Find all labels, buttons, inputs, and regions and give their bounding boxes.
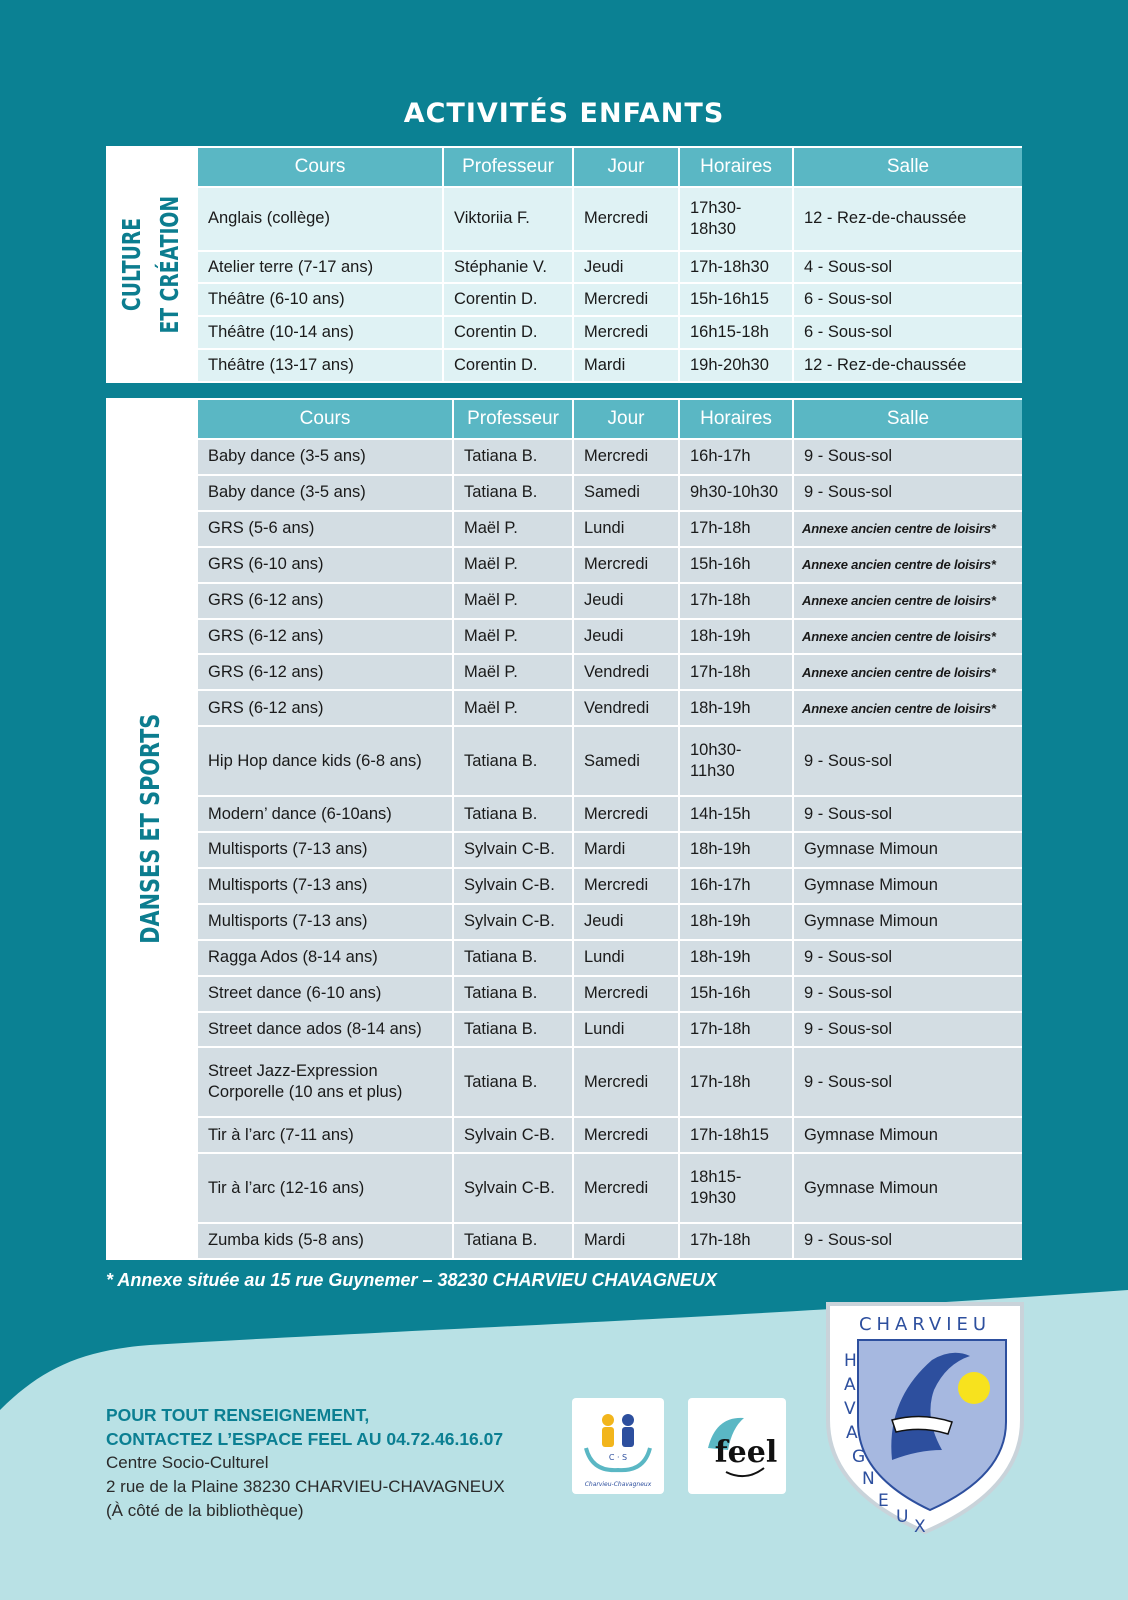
table-cell: Corentin D. xyxy=(444,350,572,381)
table-cell: Annexe ancien centre de loisirs* xyxy=(794,512,1022,546)
table-cell: Samedi xyxy=(574,727,678,795)
table-cell: Gymnase Mimoun xyxy=(794,905,1022,939)
table-cell: Mercredi xyxy=(574,548,678,582)
table-cell: 18h-19h xyxy=(680,905,792,939)
table-cell: 17h-18h xyxy=(680,584,792,618)
column-header: Salle xyxy=(794,148,1022,186)
column-header: Horaires xyxy=(680,148,792,186)
column-header: Salle xyxy=(794,400,1022,438)
table-cell: 9 - Sous-sol xyxy=(794,1048,1022,1116)
table-cell: Anglais (collège) xyxy=(198,188,442,250)
table-cell: Jeudi xyxy=(574,905,678,939)
table-cell: Théâtre (10-14 ans) xyxy=(198,317,442,348)
contact-line-1: POUR TOUT RENSEIGNEMENT, xyxy=(106,1405,370,1425)
table-cell: GRS (6-12 ans) xyxy=(198,584,452,618)
crest-side-text: H A V A G NEU X xyxy=(844,1351,926,1536)
table-cell: Jeudi xyxy=(574,252,678,283)
table-cell: 17h-18h xyxy=(680,1048,792,1116)
table-cell: Baby dance (3-5 ans) xyxy=(198,476,452,510)
culture-creation-table xyxy=(196,146,1024,383)
column-header: Jour xyxy=(574,400,678,438)
table-cell: Lundi xyxy=(574,1013,678,1047)
column-header: Jour xyxy=(574,148,678,186)
table-cell: Viktoriia F. xyxy=(444,188,572,250)
table-cell: 17h-18h15 xyxy=(680,1118,792,1152)
table-cell: GRS (6-12 ans) xyxy=(198,691,452,725)
table-cell: Tatiana B. xyxy=(454,797,572,831)
table-cell: Mercredi xyxy=(574,1118,678,1152)
table-cell: 10h30-11h30 xyxy=(680,727,792,795)
contact-block xyxy=(106,1403,505,1523)
table-cell: Lundi xyxy=(574,941,678,975)
table-cell: 4 - Sous-sol xyxy=(794,252,1022,283)
table-cell: 9 - Sous-sol xyxy=(794,1013,1022,1047)
table-cell: 15h-16h xyxy=(680,548,792,582)
table-cell: GRS (6-12 ans) xyxy=(198,655,452,689)
contact-line-5: (À côté de la bibliothèque) xyxy=(106,1501,304,1520)
danses-sports-section xyxy=(106,398,1022,1260)
table-cell: Mercredi xyxy=(574,869,678,903)
table-cell: Tatiana B. xyxy=(454,727,572,795)
table-cell: GRS (6-10 ans) xyxy=(198,548,452,582)
table-row xyxy=(198,1013,1022,1047)
table-cell: Annexe ancien centre de loisirs* xyxy=(794,548,1022,582)
table-cell: Street Jazz-Expression Corporelle (10 ans et plus) xyxy=(198,1048,452,1116)
table-row xyxy=(198,284,1022,315)
table-row xyxy=(198,252,1022,283)
table-cell: 19h-20h30 xyxy=(680,350,792,381)
column-header: Cours xyxy=(198,148,442,186)
table-cell: Vendredi xyxy=(574,655,678,689)
table-cell: 18h-19h xyxy=(680,691,792,725)
table-cell: 12 - Rez-de-chaussée xyxy=(794,350,1022,381)
contact-line-2: CONTACTEZ L’ESPACE FEEL AU 04.72.46.16.07 xyxy=(106,1429,504,1449)
section-label-culture-text: CULTURE ET CRÉATION xyxy=(117,195,184,334)
table-cell: 15h-16h15 xyxy=(680,284,792,315)
table-row xyxy=(198,317,1022,348)
table-row xyxy=(198,1224,1022,1258)
table-cell: Mercredi xyxy=(574,977,678,1011)
contact-line-3: Centre Socio-Culturel xyxy=(106,1453,269,1472)
table-cell: Mercredi xyxy=(574,188,678,250)
table-row xyxy=(198,1118,1022,1152)
ccs-logo xyxy=(572,1398,664,1494)
table-cell: Annexe ancien centre de loisirs* xyxy=(794,655,1022,689)
crest-top-text: CHARVIEU xyxy=(858,1314,992,1335)
table-cell: Jeudi xyxy=(574,584,678,618)
contact-line-4: 2 rue de la Plaine 38230 CHARVIEU-CHAVAGNEUX xyxy=(106,1477,505,1496)
table-cell: Corentin D. xyxy=(444,284,572,315)
table-cell: Maël P. xyxy=(454,512,572,546)
column-header: Professeur xyxy=(444,148,572,186)
column-header: Horaires xyxy=(680,400,792,438)
charvieu-chavagneux-crest xyxy=(822,1300,1028,1536)
table-cell: 16h-17h xyxy=(680,869,792,903)
table-cell: 17h-18h xyxy=(680,655,792,689)
table-cell: Mercredi xyxy=(574,317,678,348)
table-cell: 6 - Sous-sol xyxy=(794,284,1022,315)
table-cell: Multisports (7-13 ans) xyxy=(198,869,452,903)
table-row xyxy=(198,476,1022,510)
table-row xyxy=(198,727,1022,795)
table-row xyxy=(198,188,1022,250)
ccs-caption: Charvieu-Chavagneux xyxy=(584,1481,652,1488)
table-cell: Maël P. xyxy=(454,691,572,725)
footnote: * Annexe située au 15 rue Guynemer – 38230 CHARVIEU CHAVAGNEUX xyxy=(106,1270,717,1290)
table-cell: Ragga Ados (8-14 ans) xyxy=(198,941,452,975)
table-cell: 15h-16h xyxy=(680,977,792,1011)
table-cell: 17h-18h xyxy=(680,1224,792,1258)
table-cell: Gymnase Mimoun xyxy=(794,1118,1022,1152)
table-cell: Mercredi xyxy=(574,440,678,474)
table-row xyxy=(198,977,1022,1011)
table-row xyxy=(198,869,1022,903)
table-cell: 17h-18h xyxy=(680,512,792,546)
table-cell: Maël P. xyxy=(454,548,572,582)
culture-creation-section xyxy=(106,146,1022,383)
table-cell: 9 - Sous-sol xyxy=(794,1224,1022,1258)
table-cell: Samedi xyxy=(574,476,678,510)
table-cell: 18h-19h xyxy=(680,833,792,867)
column-header: Professeur xyxy=(454,400,572,438)
table-cell: 17h-18h xyxy=(680,1013,792,1047)
table-row xyxy=(198,655,1022,689)
table-cell: Tatiana B. xyxy=(454,1013,572,1047)
table-row xyxy=(198,833,1022,867)
table-cell: Théâtre (13-17 ans) xyxy=(198,350,442,381)
table-row xyxy=(198,584,1022,618)
table-cell: Annexe ancien centre de loisirs* xyxy=(794,620,1022,654)
table-cell: Multisports (7-13 ans) xyxy=(198,833,452,867)
table-row xyxy=(198,620,1022,654)
table-cell: Tatiana B. xyxy=(454,476,572,510)
table-cell: Maël P. xyxy=(454,655,572,689)
section-label-sports xyxy=(106,398,196,1260)
table-cell: Maël P. xyxy=(454,584,572,618)
table-cell: GRS (6-12 ans) xyxy=(198,620,452,654)
danses-sports-table xyxy=(196,398,1024,1260)
table-cell: Street dance (6-10 ans) xyxy=(198,977,452,1011)
table-row xyxy=(198,440,1022,474)
table-cell: Zumba kids (5-8 ans) xyxy=(198,1224,452,1258)
table-cell: Mercredi xyxy=(574,797,678,831)
table-cell: Théâtre (6-10 ans) xyxy=(198,284,442,315)
svg-text:C · S: C · S xyxy=(608,1453,628,1462)
column-header: Cours xyxy=(198,400,452,438)
table-cell: Mardi xyxy=(574,350,678,381)
section-label-sports-text: DANSES ET SPORTS xyxy=(136,713,166,944)
table-row xyxy=(198,1048,1022,1116)
table-cell: Tatiana B. xyxy=(454,1048,572,1116)
table-cell: 9 - Sous-sol xyxy=(794,476,1022,510)
table-cell: Sylvain C-B. xyxy=(454,833,572,867)
feel-dolphin-icon xyxy=(688,1398,786,1494)
table-cell: Hip Hop dance kids (6-8 ans) xyxy=(198,727,452,795)
table-cell: 16h-17h xyxy=(680,440,792,474)
table-cell: Tatiana B. xyxy=(454,440,572,474)
table-cell: Mercredi xyxy=(574,1154,678,1222)
table-cell: 9 - Sous-sol xyxy=(794,727,1022,795)
table-cell: Mardi xyxy=(574,833,678,867)
table-cell: Gymnase Mimoun xyxy=(794,833,1022,867)
table-cell: Gymnase Mimoun xyxy=(794,869,1022,903)
people-hands-icon xyxy=(572,1398,664,1494)
table-cell: 18h15-19h30 xyxy=(680,1154,792,1222)
table-cell: Jeudi xyxy=(574,620,678,654)
table-cell: Sylvain C-B. xyxy=(454,1118,572,1152)
table-cell: Lundi xyxy=(574,512,678,546)
table-cell: Sylvain C-B. xyxy=(454,905,572,939)
table-cell: Maël P. xyxy=(454,620,572,654)
table-row xyxy=(198,941,1022,975)
table-cell: Stéphanie V. xyxy=(444,252,572,283)
table-cell: Atelier terre (7-17 ans) xyxy=(198,252,442,283)
feel-logo xyxy=(688,1398,786,1494)
table-cell: 9 - Sous-sol xyxy=(794,941,1022,975)
section-label-culture xyxy=(106,146,196,383)
table-row xyxy=(198,905,1022,939)
table-header-row xyxy=(198,148,1022,186)
table-cell: Mardi xyxy=(574,1224,678,1258)
table-cell: Gymnase Mimoun xyxy=(794,1154,1022,1222)
table-cell: Vendredi xyxy=(574,691,678,725)
table-row xyxy=(198,1154,1022,1222)
table-cell: Multisports (7-13 ans) xyxy=(198,905,452,939)
table-cell: GRS (5-6 ans) xyxy=(198,512,452,546)
table-cell: 6 - Sous-sol xyxy=(794,317,1022,348)
table-cell: 18h-19h xyxy=(680,620,792,654)
table-cell: 18h-19h xyxy=(680,941,792,975)
table-cell: 12 - Rez-de-chaussée xyxy=(794,188,1022,250)
table-cell: Baby dance (3-5 ans) xyxy=(198,440,452,474)
table-header-row xyxy=(198,400,1022,438)
table-cell: 14h-15h xyxy=(680,797,792,831)
table-cell: Mercredi xyxy=(574,1048,678,1116)
table-cell: 16h15-18h xyxy=(680,317,792,348)
table-cell: 9h30-10h30 xyxy=(680,476,792,510)
table-cell: 9 - Sous-sol xyxy=(794,440,1022,474)
table-cell: Tatiana B. xyxy=(454,941,572,975)
table-cell: Sylvain C-B. xyxy=(454,1154,572,1222)
table-cell: Annexe ancien centre de loisirs* xyxy=(794,584,1022,618)
table-cell: Annexe ancien centre de loisirs* xyxy=(794,691,1022,725)
table-cell: Sylvain C-B. xyxy=(454,869,572,903)
table-cell: Corentin D. xyxy=(444,317,572,348)
table-cell: Tatiana B. xyxy=(454,977,572,1011)
table-cell: Street dance ados (8-14 ans) xyxy=(198,1013,452,1047)
table-cell: 17h30-18h30 xyxy=(680,188,792,250)
table-cell: Tatiana B. xyxy=(454,1224,572,1258)
table-row xyxy=(198,350,1022,381)
table-row xyxy=(198,512,1022,546)
table-cell: Mercredi xyxy=(574,284,678,315)
table-cell: 17h-18h30 xyxy=(680,252,792,283)
feel-text: feel xyxy=(714,1435,778,1470)
table-cell: Tir à l’arc (12-16 ans) xyxy=(198,1154,452,1222)
table-row xyxy=(198,548,1022,582)
table-row xyxy=(198,691,1022,725)
table-cell: Tir à l’arc (7-11 ans) xyxy=(198,1118,452,1152)
table-cell: 9 - Sous-sol xyxy=(794,797,1022,831)
table-cell: 9 - Sous-sol xyxy=(794,977,1022,1011)
table-cell: Modern’ dance (6-10ans) xyxy=(198,797,452,831)
page-title: ACTIVITÉS ENFANTS xyxy=(403,98,725,129)
table-row xyxy=(198,797,1022,831)
